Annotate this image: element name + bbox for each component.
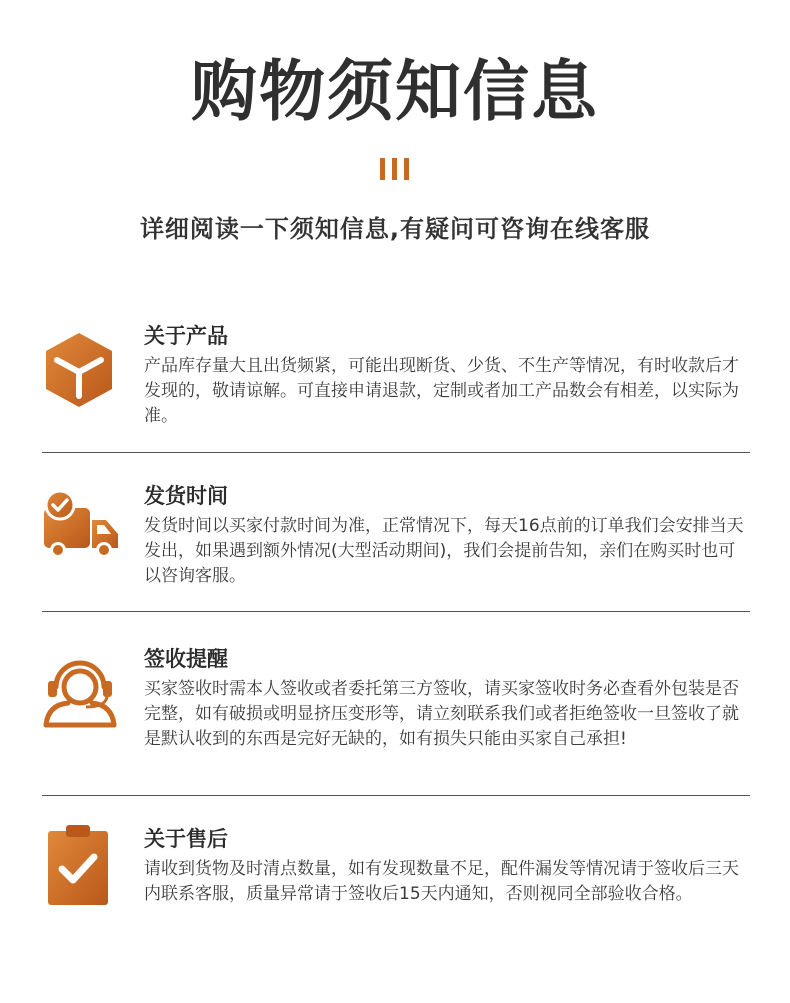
section-title: 关于售后 <box>144 827 228 851</box>
divider <box>42 611 750 612</box>
divider <box>42 795 750 796</box>
section-title: 关于产品 <box>144 324 228 348</box>
delivery-truck-icon <box>42 490 120 562</box>
section-body: 买家签收时需本人签收或者委托第三方签收，请买家签收时务必查看外包装是否完整，如有破损或明显挤压变形等，请立刻联系我们或者拒绝签收一旦签收了就是默认收到的东西是完好无缺的，如有损失只能由买家自己承担! <box>144 679 739 749</box>
divider <box>42 452 750 453</box>
section-body: 产品库存量大且出货频紧，可能出现断货、少货、不生产等情况，有时收款后才发现的，敬请谅解。可直接申请退款，定制或者加工产品数会有相差，以实际为准。 <box>144 356 739 426</box>
section-title: 签收提醒 <box>144 647 228 671</box>
page-title: 购物须知信息 <box>191 53 599 130</box>
box-icon <box>42 330 116 410</box>
decorative-bars-icon <box>380 158 410 180</box>
page-subtitle: 详细阅读一下须知信息,有疑问可咨询在线客服 <box>139 215 651 243</box>
section-title: 发货时间 <box>144 484 228 508</box>
clipboard-check-icon <box>46 823 110 907</box>
section-body: 请收到货物及时清点数量，如有发现数量不足，配件漏发等情况请于签收后三天内联系客服，质量异常请于签收后15天内通知，否则视同全部验收合格。 <box>144 859 739 904</box>
section-body: 发货时间以买家付款时间为准，正常情况下，每天16点前的订单我们会安排当天发出，如果遇到额外情况(大型活动期间)，我们会提前告知，亲们在购买时也可以咨询客服。 <box>144 516 744 586</box>
customer-service-icon <box>42 657 118 729</box>
